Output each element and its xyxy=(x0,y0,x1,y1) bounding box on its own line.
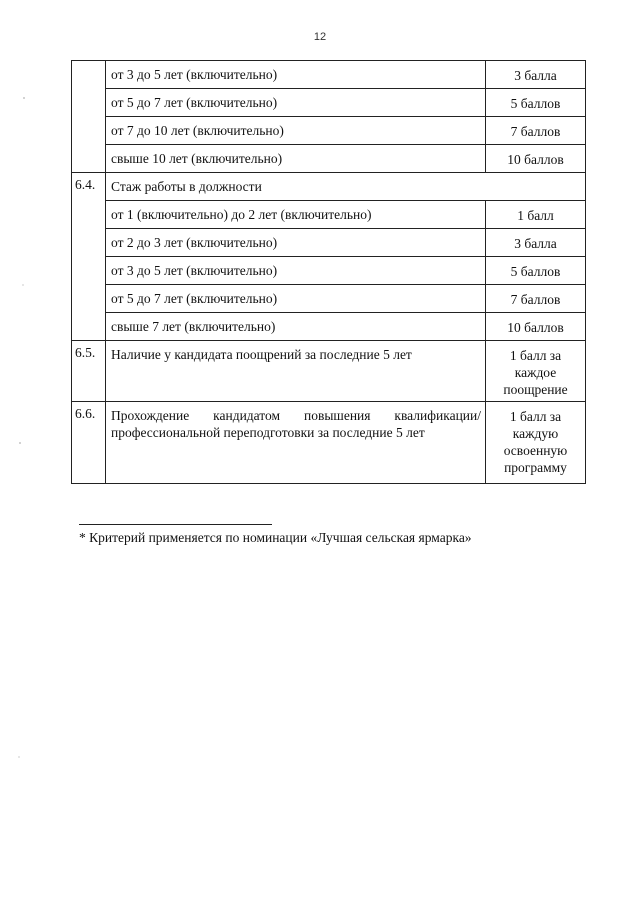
criterion-text: от 7 до 10 лет (включительно) xyxy=(106,117,486,145)
footnote: * Критерий применяется по номинации «Лучшая сельская ярмарка» xyxy=(79,530,472,545)
section-title: Стаж работы в должности xyxy=(106,173,586,201)
score-cell: 3 балла xyxy=(486,229,586,257)
criterion-text: от 3 до 5 лет (включительно) xyxy=(106,61,486,89)
score-cell: 1 балл xyxy=(486,201,586,229)
number-cell xyxy=(72,61,106,173)
score-cell: 3 балла xyxy=(486,61,586,89)
page-number: 12 xyxy=(313,31,327,43)
score-cell: 7 баллов xyxy=(486,285,586,313)
score-cell: 1 балл за каждое поощрение xyxy=(486,341,586,402)
table-row xyxy=(72,257,586,285)
score-cell: 7 баллов xyxy=(486,117,586,145)
table-row xyxy=(72,89,586,117)
table-row xyxy=(72,145,586,173)
section-header-row xyxy=(72,173,586,201)
score-cell: 10 баллов xyxy=(486,145,586,173)
section-number: 6.6. xyxy=(72,402,106,484)
criterion-text: от 3 до 5 лет (включительно) xyxy=(106,257,486,285)
footnote-separator xyxy=(79,524,272,525)
score-cell: 5 баллов xyxy=(486,89,586,117)
criterion-text: Наличие у кандидата поощрений за последние 5 лет xyxy=(106,341,486,402)
criterion-text: свыше 7 лет (включительно) xyxy=(106,313,486,341)
table-row xyxy=(72,402,586,484)
table-row xyxy=(72,117,586,145)
table-row xyxy=(72,61,586,89)
score-cell: 10 баллов xyxy=(486,313,586,341)
section-number: 6.5. xyxy=(72,341,106,402)
criterion-text: от 1 (включительно) до 2 лет (включительно) xyxy=(106,201,486,229)
table-row xyxy=(72,229,586,257)
criterion-text: от 5 до 7 лет (включительно) xyxy=(106,285,486,313)
criterion-text: свыше 10 лет (включительно) xyxy=(106,145,486,173)
table-row xyxy=(72,313,586,341)
section-number: 6.4. xyxy=(72,173,106,341)
score-cell: 5 баллов xyxy=(486,257,586,285)
criterion-text: от 2 до 3 лет (включительно) xyxy=(106,229,486,257)
score-cell: 1 балл за каждую освоенную программу xyxy=(486,402,586,484)
criterion-text: Прохождение кандидатом повышения квалификации/профессиональной переподготовки за последние 5 лет xyxy=(106,402,486,484)
criterion-text: от 5 до 7 лет (включительно) xyxy=(106,89,486,117)
table-row xyxy=(72,341,586,402)
table-row xyxy=(72,285,586,313)
table-row xyxy=(72,201,586,229)
criteria-table xyxy=(71,60,586,484)
